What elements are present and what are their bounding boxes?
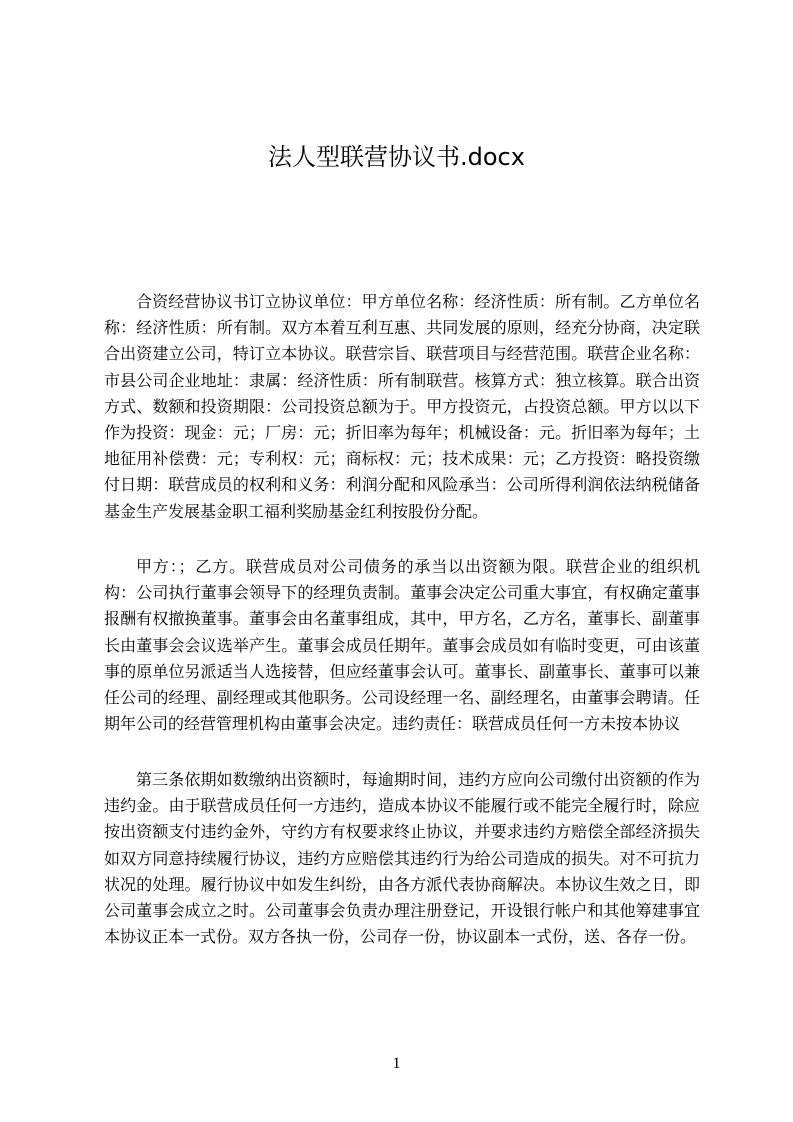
document-title: 法人型联营协议书.docx bbox=[268, 143, 525, 171]
body-paragraph-3: 第三条依期如数缴纳出资额时，每逾期时间，违约方应向公司缴付出资额的作为违约金。由于联营成员任何一方违约，造成本协议不能履行或不能完全履行时，除应按出资额支付违约金外，守约方有权要求终止协议，并要求违约方赔偿全部经济损失如双方同意持续履行协议，违约方应赔偿其违约行为给公司造成的损失。对不可抗力状况的处理。履行协议中如发生纠纷，由各方派代表协商解决。本协议生效之日，即公司董事会成立之时。公司董事会负责办理注册登记，开设银行帐户和其他筹建事宜本协议正本一式份。双方各执一份，公司存一份，协议副本一式份，送、各存一份。 bbox=[104, 770, 700, 947]
body-paragraph-2: 甲方：；乙方。联营成员对公司债务的承当以出资额为限。联营企业的组织机构：公司执行董事会领导下的经理负责制。董事会决定公司重大事宜，有权确定董事报酬有权撤换董事。董事会由名董事组成，其中，甲方名，乙方名，董事长、副董事长由董事会会议选举产生。董事会成员任期年。董事会成员如有临时变更，可由该董事的原单位另派适当人选接替，但应经董事会认可。董事长、副董事长、董事可以兼任公司的经理、副经理或其他职务。公司设经理一名、副经理名，由董事会聘请。任期年公司的经营管理机构由董事会决定。违约责任：联营成员任何一方未按本协议 bbox=[104, 557, 700, 734]
body-paragraph-1: 合资经营协议书订立协议单位：甲方单位名称：经济性质：所有制。乙方单位名称：经济性质：所有制。双方本着互利互惠、共同发展的原则，经充分协商，决定联合出资建立公司，特订立本协议。联营宗旨、联营项目与经营范围。联营企业名称：市县公司企业地址：隶属：经济性质：所有制联营。核算方式：独立核算。联合出资方式、数额和投资期限：公司投资总额为于。甲方投资元，占投资总额。甲方以以下作为投资：现金：元；厂房：元；折旧率为每年；机械设备：元。折旧率为每年；土地征用补偿费：元；专利权：元；商标权：元；技术成果：元；乙方投资：略投资缴付日期：联营成员的权利和义务：利润分配和风险承当：公司所得利润依法纳税储备基金生产发展基金职工福利奖励基金红利按股份分配。 bbox=[104, 292, 700, 521]
page-number: 1 bbox=[392, 1055, 401, 1072]
